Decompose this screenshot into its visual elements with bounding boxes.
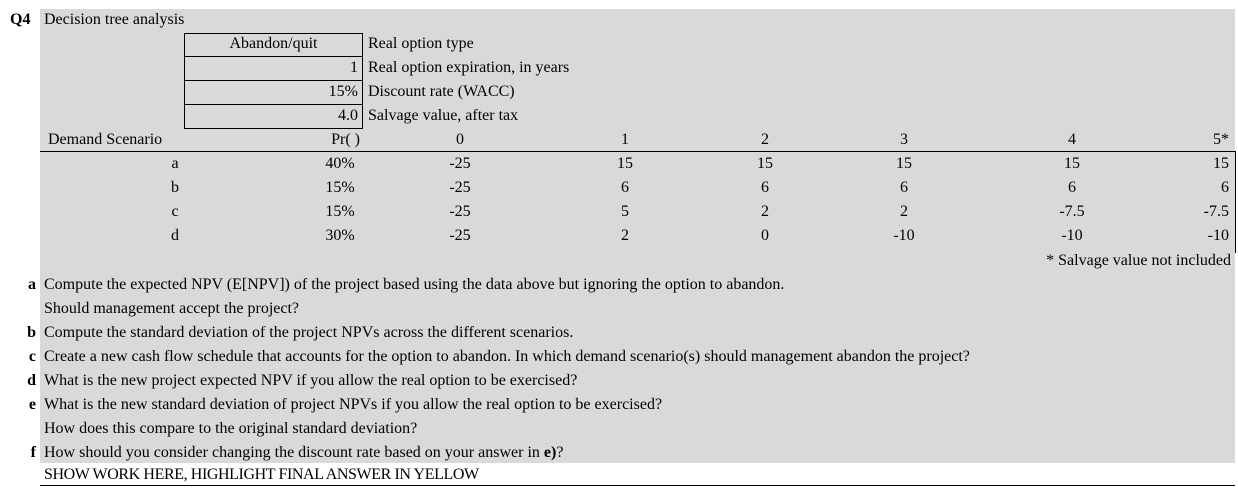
year-header-5: 5* (1213, 131, 1229, 148)
question-d-text: What is the new project expected NPV if you allow the real option to be exercised? (44, 372, 578, 389)
cash-flow-cell[interactable]: -10 (1061, 227, 1083, 244)
salvage-footnote: * Salvage value not included (1046, 252, 1231, 269)
cash-flow-cell[interactable]: 2 (900, 203, 908, 220)
demand-scenario-header: Demand Scenario (48, 131, 163, 148)
year-header-1: 1 (621, 131, 629, 148)
option-type-label: Real option type (368, 35, 474, 52)
cash-flow-cell[interactable]: -10 (1207, 227, 1229, 244)
year-header-2: 2 (761, 131, 769, 148)
cash-flow-cell[interactable]: -25 (449, 179, 471, 196)
scenario-label: c (171, 203, 179, 220)
question-e-text: What is the new standard deviation of project NPVs if you allow the real option to be exercised? (44, 396, 663, 413)
cash-flow-cell[interactable]: 15 (896, 155, 912, 172)
question-letter: d (27, 372, 36, 389)
question-a-followup: Should management accept the project? (44, 300, 300, 317)
question-letter: b (27, 324, 36, 341)
param-divider (184, 104, 363, 105)
expiration-value[interactable]: 1 (350, 59, 358, 76)
cash-flow-cell[interactable]: 6 (621, 179, 629, 196)
cash-flow-cell[interactable]: 5 (621, 203, 629, 220)
work-prompt: SHOW WORK HERE, HIGHLIGHT FINAL ANSWER IN YELLOW (44, 466, 479, 483)
cash-flow-cell[interactable]: 6 (900, 179, 908, 196)
cash-flow-cell[interactable]: 6 (761, 179, 769, 196)
cash-flow-cell[interactable]: -10 (893, 227, 915, 244)
cash-flow-cell[interactable]: 15 (757, 155, 773, 172)
year-header-3: 3 (900, 131, 908, 148)
expiration-label: Real option expiration, in years (368, 59, 570, 76)
salvage-label: Salvage value, after tax (368, 107, 519, 124)
question-a-text: Compute the expected NPV (E[NPV]) of the project based using the data above but ignoring the option to abandon. (44, 276, 785, 293)
probability-cell[interactable]: 30% (325, 227, 355, 244)
cash-flow-cell[interactable]: -7.5 (1203, 203, 1229, 220)
cash-flow-cell[interactable]: 2 (761, 203, 769, 220)
question-letter: c (28, 348, 36, 365)
probability-cell[interactable]: 40% (325, 155, 355, 172)
probability-cell[interactable]: 15% (325, 203, 355, 220)
salvage-value[interactable]: 4.0 (338, 107, 358, 124)
question-letter: a (28, 276, 36, 293)
question-f-bold-ref: e) (543, 444, 557, 461)
cash-flow-cell[interactable]: 6 (1068, 179, 1076, 196)
question-letter: e (28, 396, 36, 413)
option-type-value[interactable]: Abandon/quit (229, 35, 318, 52)
cash-flow-cell[interactable]: -25 (449, 155, 471, 172)
cash-flow-cell[interactable]: 0 (761, 227, 769, 244)
cash-flow-cell[interactable]: 15 (617, 155, 633, 172)
question-letter: f (30, 444, 36, 461)
cash-flow-cell[interactable]: -7.5 (1059, 203, 1085, 220)
question-f-text (44, 443, 563, 463)
question-f-text-part: How should you consider changing the discount rate based on your answer in (44, 444, 544, 461)
scenario-label: d (171, 227, 179, 244)
cash-flow-cell[interactable]: -25 (449, 203, 471, 220)
param-divider (184, 80, 363, 81)
scenario-label: a (171, 155, 179, 172)
cash-flow-cell[interactable]: -25 (449, 227, 471, 244)
year-header-4: 4 (1068, 131, 1076, 148)
year-header-0: 0 (456, 131, 464, 148)
probability-header: Pr( ) (331, 131, 360, 148)
question-e-followup: How does this compare to the original standard deviation? (44, 420, 418, 437)
cash-flow-cell[interactable]: 15 (1213, 155, 1229, 172)
scenario-label: b (171, 179, 179, 196)
table-right-border (1235, 151, 1236, 253)
question-title: Decision tree analysis (44, 11, 185, 28)
cash-flow-cell[interactable]: 15 (1064, 155, 1080, 172)
discount-rate-label: Discount rate (WACC) (368, 83, 515, 100)
cash-flow-cell[interactable]: 2 (621, 227, 629, 244)
cash-flow-cell[interactable]: 6 (1221, 179, 1229, 196)
table-header-underline (40, 151, 1235, 152)
param-divider (184, 56, 363, 57)
probability-cell[interactable]: 15% (325, 179, 355, 196)
discount-rate-value[interactable]: 15% (328, 83, 358, 100)
question-number: Q4 (10, 11, 31, 28)
question-b-text: Compute the standard deviation of the project NPVs across the different scenarios. (44, 324, 574, 341)
question-f-text-end: ? (556, 444, 564, 461)
question-c-text: Create a new cash flow schedule that accounts for the option to abandon. In which demand scenario(s) should management abandon the project? (44, 348, 970, 365)
